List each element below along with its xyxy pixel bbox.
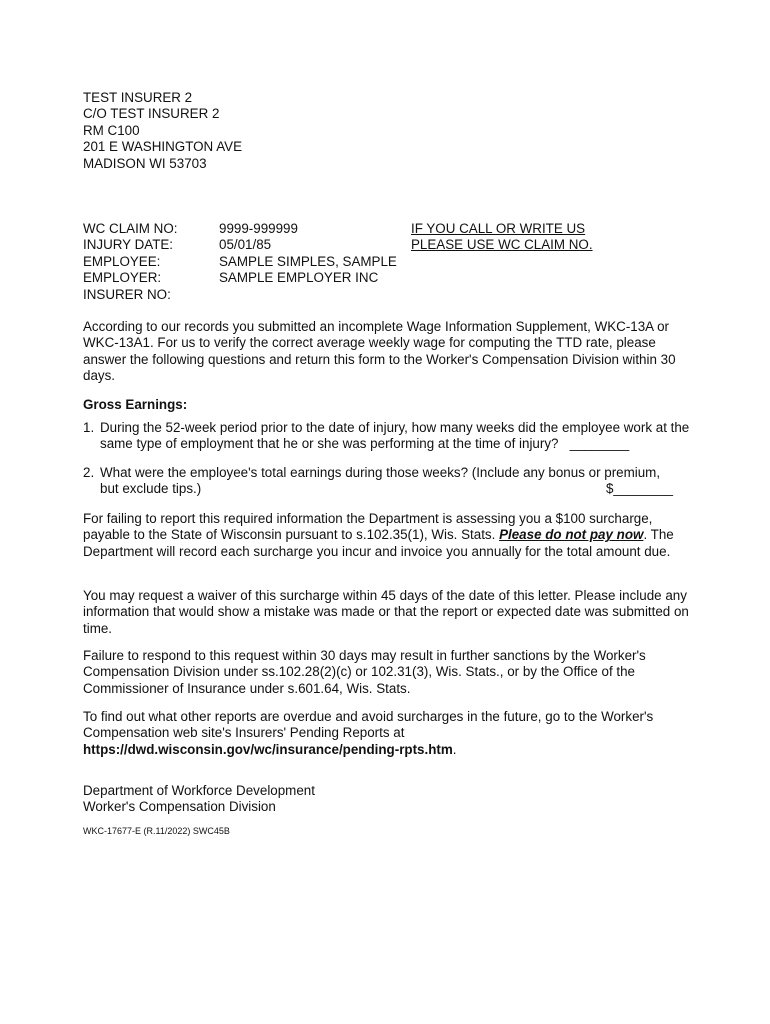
- question-2-text: but exclude tips.): [100, 481, 202, 497]
- overdue-paragraph: [83, 709, 693, 758]
- wc-claim-label: WC CLAIM NO:: [83, 221, 178, 236]
- question-number: 1.: [83, 420, 95, 435]
- section-heading: Gross Earnings:: [83, 397, 188, 412]
- wc-claim-value: 9999-999999: [219, 221, 298, 236]
- address-line: C/O TEST INSURER 2: [83, 106, 220, 122]
- surcharge-text-end: . The Department will record each surcharge you incur and invoice you annually for the total amount due.: [83, 527, 674, 559]
- address-line: 201 E WASHINGTON AVE: [83, 139, 242, 155]
- claim-row-wc-claim: [83, 221, 703, 237]
- question-2-line2: [100, 481, 693, 497]
- employee-label: EMPLOYEE:: [83, 253, 161, 269]
- recipient-address: [83, 90, 693, 172]
- question-number: 2.: [83, 465, 95, 480]
- call-notice: [411, 221, 593, 254]
- employer-label: EMPLOYER:: [83, 270, 162, 286]
- signature-block: [83, 783, 693, 816]
- claim-row-insurer: [83, 287, 703, 303]
- claim-row-injury-date: [83, 237, 703, 253]
- question-1: [83, 420, 693, 453]
- surcharge-text: For failing to report this required information the Department is assessing you a $100 surcharge, payable to the State of Wisconsin pursuant to s.102.35(1), Wis. Stats.: [83, 511, 653, 543]
- question-2-blank[interactable]: $________: [605, 481, 673, 497]
- question-text: [100, 465, 693, 498]
- address-line: MADISON WI 53703: [83, 155, 207, 171]
- surcharge-emphasis: Please do not pay now: [499, 527, 644, 543]
- call-notice-line: PLEASE USE WC CLAIM NO.: [411, 237, 593, 253]
- overdue-end: .: [452, 741, 457, 757]
- insurer-label: INSURER NO:: [83, 286, 171, 302]
- sanctions-paragraph: Failure to respond to this request within 30 days may result in further sanctions by the Worker's Compensation Division under ss.102.28(2)(c) or 102.31(3), Wis. Stats., or by the Office of the Commissioner of Insurance under s.601.64, Wis. Stats.: [83, 648, 646, 696]
- waiver-paragraph: You may request a waiver of this surcharge within 45 days of the date of this letter. Please include any information that would show a mistake was made or that the report or expected date was submitted on time.: [83, 588, 689, 636]
- employee-value: SAMPLE SIMPLES, SAMPLE: [219, 253, 397, 269]
- employer-value: SAMPLE EMPLOYER INC: [219, 270, 379, 286]
- address-line: RM C100: [83, 122, 140, 138]
- intro-paragraph: According to our records you submitted an incomplete Wage Information Supplement, WKC-13A or WKC-13A1. For us to verify the correct average weekly wage for computing the TTD rate, please answer the following questions and return this form to the Worker's Compensation Division within 30 days.: [83, 319, 676, 384]
- injury-date-value: 05/01/85: [219, 237, 272, 253]
- overdue-text: To find out what other reports are overdue and avoid surcharges in the future, go to the Worker's Compensation web site's Insurers' Pending Reports at: [83, 709, 654, 741]
- pending-reports-link[interactable]: https://dwd.wisconsin.gov/wc/insurance/pending-rpts.htm: [83, 741, 453, 757]
- claim-info-block: [83, 221, 703, 303]
- question-2: [83, 465, 693, 498]
- signature-line: Worker's Compensation Division: [83, 799, 276, 815]
- injury-date-label: INJURY DATE:: [83, 237, 174, 253]
- claim-row-employee: [83, 254, 703, 270]
- signature-line: Department of Workforce Development: [83, 783, 315, 798]
- address-line: TEST INSURER 2: [83, 90, 193, 105]
- surcharge-paragraph: [83, 511, 693, 560]
- call-notice-line: IF YOU CALL OR WRITE US: [411, 221, 586, 236]
- question-1-text: During the 52-week period prior to the date of injury, how many weeks did the employee work at the same type of employment that he or she was performing at the time of injury?: [100, 420, 690, 452]
- question-1-blank[interactable]: ________: [569, 436, 630, 452]
- claim-row-employer: [83, 270, 703, 286]
- question-text: [100, 420, 693, 453]
- question-2-line1: What were the employee's total earnings during those weeks? (Include any bonus or premium,: [100, 465, 661, 480]
- form-code: WKC-17677-E (R.11/2022) SWC45B: [83, 826, 230, 836]
